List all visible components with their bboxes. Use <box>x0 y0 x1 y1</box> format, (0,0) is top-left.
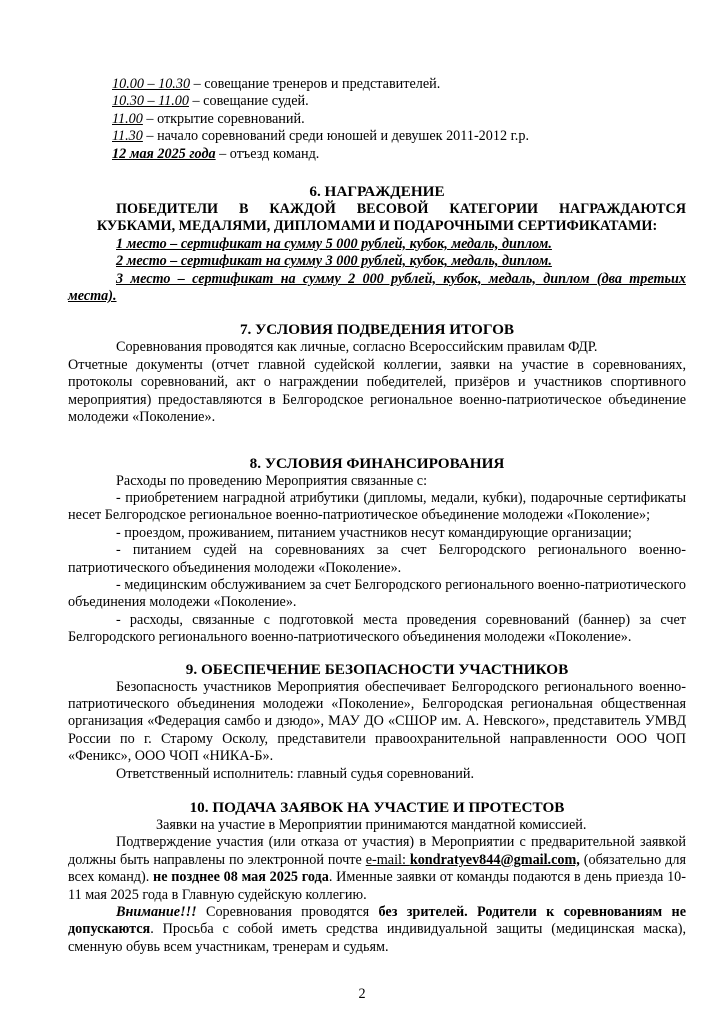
document-page <box>68 76 686 956</box>
schedule-item: 11.00 – открытие соревнований. <box>112 110 305 127</box>
deadline: не позднее 08 мая 2025 года <box>153 869 329 886</box>
section-title: 10. ПОДАЧА ЗАЯВОК НА УЧАСТИЕ И ПРОТЕСТОВ <box>189 799 565 816</box>
schedule <box>68 76 686 163</box>
paragraph: Заявки на участие в Мероприятии принимаются мандатной комиссией. <box>156 817 587 833</box>
prize-second: 2 место – сертификат на сумму 3 000 рублей, кубок, медаль, диплом. <box>116 253 552 270</box>
section-awards <box>68 183 686 305</box>
email-label: e-mail: <box>365 851 410 868</box>
awards-line-1: ПОБЕДИТЕЛИ В КАЖДОЙ ВЕСОВОЙ КАТЕГОРИИ НАГРАЖДАЮТСЯ <box>116 201 686 218</box>
prize-third: 3 место – сертификат на сумму 2 000 рублей, кубок, медаль, диплом (два третьих места). <box>68 270 686 305</box>
section-safety <box>68 661 686 783</box>
section-title: 6. НАГРАЖДЕНИЕ <box>309 183 445 201</box>
list-item: - питанием судей на соревнованиях за счет Белгородского регионального военно-патриотического объединения молодежи «Поколение». <box>68 542 686 576</box>
awards-line-2: КУБКАМИ, МЕДАЛЯМИ, ДИПЛОМАМИ И ПОДАРОЧНЫМИ СЕРТИФИКАТАМИ: <box>96 218 658 235</box>
schedule-item: 10.30 – 11.00 – совещание судей. <box>112 93 309 110</box>
attention-label: Внимание!!! <box>116 904 197 921</box>
schedule-item: 10.00 – 10.30 – совещание тренеров и представителей. <box>112 76 441 92</box>
page-number: 2 <box>358 986 366 1002</box>
paragraph: Расходы по проведению Мероприятия связанные с: <box>116 472 428 489</box>
schedule-item: 11.30 – начало соревнований среди юношей и девушек 2011-2012 г.р. <box>112 128 529 145</box>
section-title: 7. УСЛОВИЯ ПОДВЕДЕНИЯ ИТОГОВ <box>239 321 515 339</box>
list-item: - медицинским обслуживанием за счет Белгородского регионального военно-патриотического объединения молодежи «Поколение». <box>68 576 686 611</box>
no-spectators: без зрителей. Родители к соревнованиям не допускаются <box>68 904 687 938</box>
section-title: 8. УСЛОВИЯ ФИНАНСИРОВАНИЯ <box>249 454 505 472</box>
section-title: 9. ОБЕСПЕЧЕНИЕ БЕЗОПАСНОСТИ УЧАСТНИКОВ <box>185 660 569 678</box>
paragraph: Внимание!!! Соревнования проводятся без зрителей. Родители к соревнованиям не допускаются. Просьба с собой иметь средства индивидуальной защиты (медицинская маска), сменную обувь всем участникам, тренерам и судьям. <box>68 904 687 955</box>
section-results <box>68 321 686 426</box>
list-item: - приобретением наградной атрибутики (дипломы, медали, кубки), подарочные сертификаты несет Белгородское региональное военно-патриотическое объединение молодежи «Поколение»; <box>68 489 686 524</box>
section-financing <box>68 455 686 647</box>
paragraph: Подтверждение участия (или отказа от участия) в Мероприятии с предварительной заявкой должны быть направлены по электронной почте e-mail: kondratyev844@gmail.com, (обязательно для всех команд). не позднее 08 мая 2025 года. Именные заявки от команды подаются в день приезда 10-11 мая 2025 года в Главную судейскую коллегию. <box>68 834 686 903</box>
paragraph: Соревнования проводятся как личные, согласно Всероссийским правилам ФДР. <box>116 339 598 356</box>
list-item: - проездом, проживанием, питанием участников несут командирующие организации; <box>116 524 632 541</box>
paragraph: Отчетные документы (отчет главной судейской коллегии, заявки на участие в соревнованиях, протоколы соревнований, акт о награждении победителей, призёров и участников спортивного мероприятия) предоставляются в Белгородское региональное военно-патриотическое объединение молодежи «Поколение». <box>68 356 686 426</box>
paragraph: Безопасность участников Мероприятия обеспечивает Белгородского регионального военно-патриотического объединения молодежи «Поколение», Белгородская региональная общественная организация «Федерация самбо и дзюдо», МАУ ДО «СШОР им. А. Невского», представитель УМВД России по г. Старому Осколу, представители правоохранительной направленности ООО ЧОП «Феникс», ООО ЧОП «НИКА-Б». <box>68 678 686 765</box>
prize-first: 1 место – сертификат на сумму 5 000 рублей, кубок, медаль, диплом. <box>116 235 552 252</box>
email-link[interactable]: kondratyev844@gmail.com, <box>409 851 580 868</box>
departure-line: 12 мая 2025 года – отъезд команд. <box>112 145 320 162</box>
list-item: - расходы, связанные с подготовкой места проведения соревнований (баннер) за счет Белгородского регионального военно-патриотического объединения молодежи «Поколение». <box>68 611 686 646</box>
paragraph: Ответственный исполнитель: главный судья соревнований. <box>116 765 474 782</box>
section-applications <box>68 799 686 956</box>
